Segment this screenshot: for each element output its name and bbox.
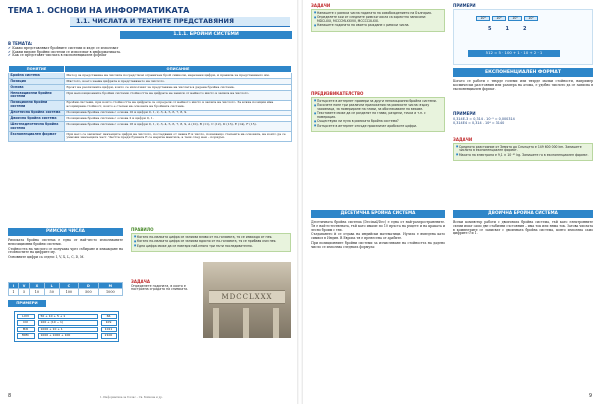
definition-term: Десетична бройна система (9, 110, 65, 116)
roman-symbol: L (44, 283, 59, 289)
roman-symbol: D (79, 283, 99, 289)
decimal-text-3: При позиционните бройни системи за изчисляване на стойността на дадено число се използва следната формула: (311, 241, 445, 249)
examples-title-left: ПРИМЕРИ (8, 300, 46, 307)
task-item: ■ Напишете годината на своето раждане с римски числа. (314, 24, 442, 28)
column-1 (213, 308, 219, 338)
footer-note: 1. Информатика за 8 клас – Св. Бойкова и др. (100, 395, 163, 399)
definition-desc: Позиционна бройна система с основа 2 и цифри 0, 1. (65, 116, 292, 122)
binary-title: ДВОИЧНА БРОЙНА СИСТЕМА (453, 210, 593, 218)
rule-item: ■ Когато по-малката цифра се записва вляво от по-голямата, тя се изважда от нея. (134, 236, 288, 240)
decimal-text (311, 221, 445, 250)
roman-value: 1000 (98, 289, 122, 295)
roman-value: 100 (59, 289, 79, 295)
tasks2-box (453, 138, 593, 161)
roman-value: 500 (79, 289, 99, 295)
photo-inscription: MDCCLXXX (209, 290, 285, 304)
place-value-label: 10² (492, 16, 506, 22)
definition-desc: Бройни системи, при които стойността на цифрата се определя от нейното място в записа на числото. За всяка позиция има асоциирана стойност, която е степен на основата на бройната система. (65, 100, 292, 110)
task2-item: ■ Масата на електрона е 9,1 × 10⁻³¹ kg. Запишете го в експоненциален формат. (456, 154, 590, 158)
roman-value: 10 (30, 289, 45, 295)
roman-example-value: 2100 (101, 333, 117, 339)
rule-list (134, 236, 288, 249)
roman-symbol: I (9, 283, 19, 289)
exp-examples (453, 117, 593, 125)
roman-example-value: 1011 (101, 327, 117, 333)
page-number-right: 9 (588, 393, 592, 400)
topic-item: ✔ Как се представят числата в експоненциален формат (8, 54, 128, 58)
place-value-diagram (453, 9, 593, 65)
definition-term: Непозиционни бройни системи (9, 91, 65, 101)
roman-value: 5 (19, 289, 30, 295)
tasks-list (314, 12, 442, 28)
roman-text-3: Основните цифри са седем: I, V, X, L, C, D, M. (8, 255, 85, 260)
topic-item: ✔ Какви видове бройни системи се използват в информатиката. (8, 51, 128, 55)
definition-term: Основа (9, 85, 65, 91)
challenge-item: ■ Посочете поне три различни приложения на римските числа: върху часовници, за номериране на глави, за обозначаване на векове. (314, 104, 442, 111)
table-header-desc: ОПИСАНИЕ (65, 66, 292, 73)
chapter-title: ТЕМА 1. ОСНОВИ НА ИНФОРМАТИКАТА (8, 6, 190, 15)
topic-heading: В ТЕМАТА: (8, 41, 33, 46)
place-value-digit: 5 (488, 25, 492, 32)
roman-symbol: C (59, 283, 79, 289)
challenge-list-box (311, 97, 445, 132)
examples-title-right: ПРИМЕРИ (453, 3, 476, 8)
challenge-box (311, 92, 445, 132)
column-2 (243, 308, 249, 338)
subsection-title: 1.1.1. БРОЙНИ СИСТЕМИ (120, 31, 292, 39)
challenge-item: ■ Потърсете в интернет откъде произлизат арабските цифри. (314, 125, 442, 129)
place-value-label: 10¹ (508, 16, 522, 22)
roman-example-value: 66 (101, 314, 117, 320)
roman-example-row (17, 320, 117, 326)
definition-term: Позиционни бройни системи (9, 100, 65, 110)
tasks2-title: ЗАДАЧИ (453, 137, 473, 142)
place-value-digit: 2 (522, 25, 527, 32)
decimal-text-2: Създаването ѝ се отдава на индийски математици. Нулата е въведена като символ в Индия. В Европа тя е пренесена от арабите. (311, 232, 445, 241)
rule-item: ■ Една цифра може да се повтаря най-много три пъти последователно. (134, 245, 288, 249)
definition-desc: При него се записват значещите цифри на числото, последвани от знака Е и число, показващо степента на основата, на която да се умножи значещата част. Частта преди буквата Е се нарича мантиса, а тази след нея – порядък. (65, 132, 292, 141)
definition-row (9, 100, 292, 110)
roman-example-numeral: LXVI (17, 314, 35, 320)
roman-example-value: 109 (101, 320, 117, 326)
definition-term: Позиция (9, 79, 65, 85)
binary-text: Всеки компютър работи с двоичната бройна система, тъй като електронните схеми имат само две стабилни състояния – има ток или няма ток. Затова числата в компютрите се записват с двоичната бройна система, която използва само цифрите 0 и 1. (453, 220, 593, 236)
challenge-item: ■ Потърсете в интернет примери за други непозиционни бройни системи. (314, 100, 442, 104)
exp-text: Когато се работи с твърде големи или твърде малки стойности, например космически разстояния или размера на атома, е удобно числото да се записва в експоненциален формат. (453, 79, 593, 91)
tasks2-list-box (453, 143, 593, 162)
place-value-digit: 1 (505, 25, 509, 32)
roman-example-row (17, 314, 117, 320)
place-value-digits (488, 27, 526, 33)
place-value-label: 10⁰ (524, 16, 538, 22)
place-value-equation: 512 = 5 · 100 + 1 · 10 + 2 · 1 (468, 50, 560, 57)
roman-examples (14, 311, 119, 342)
roman-example-numeral: CIX (17, 320, 35, 326)
roman-symbol: V (19, 283, 30, 289)
definitions-table-wrap (8, 65, 292, 142)
decimal-title: ДЕСЕТИЧНА БРОЙНА СИСТЕМА (311, 210, 445, 218)
roman-text (8, 239, 123, 260)
definition-desc: Метод за представяне на числата посредством ограничен брой символи, наречени цифри, и правила за представянето им. (65, 73, 292, 79)
definition-row (9, 91, 292, 101)
tasks-list-box (311, 9, 445, 32)
task-item: ■ Напишете с римски числа годината на освобождението на България. (314, 12, 442, 16)
place-value-labels (476, 16, 538, 22)
roman-table-wrap (8, 282, 123, 296)
left-page (0, 0, 297, 404)
roman-symbol: M (98, 283, 122, 289)
task-text: Определете годината, в която е построена сградата на снимката. (131, 283, 189, 292)
challenge-item: ■ Текстовете може да се разделят на глави, раздели, точки и т.н. с номерация. (314, 112, 442, 119)
task2-item: ■ Средното разстояние от Земята до Слънцето е 149 600 000 km. Запишете числото в експоненциален формат. (456, 146, 590, 153)
definition-desc: При непозиционните бройни системи стойността на цифрата не зависи от нейното място в записа на числото. (65, 91, 292, 101)
challenge-title: ПРЕДИЗВИКАТЕЛСТВО (311, 91, 364, 96)
challenge-item: ■ Съществува ли нула в римската бройна система? (314, 120, 442, 124)
definition-row (9, 122, 292, 132)
definition-term: Двоична бройна система (9, 116, 65, 122)
roman-value-row (9, 289, 123, 295)
place-value-label: 10³ (476, 16, 490, 22)
definition-term: Бройна система (9, 73, 65, 79)
roman-title: РИМСКИ ЧИСЛА (8, 228, 123, 236)
tasks-box (311, 4, 445, 32)
section-title: 1.1. ЧИСЛАТА И ТЕХНИТЕ ПРЕДСТАВЯНИЯ (70, 17, 290, 27)
definition-desc: Позиционна бройна система с основа 10 и цифри 0, 1, 2, 3, 4, 5, 6, 7, 8, 9. (65, 110, 292, 116)
roman-example-calc: 100 + (10 − 1) (38, 320, 98, 326)
topic-item: ✔ Какво представляват бройните системи и къде се използват (8, 47, 128, 51)
exp-example: 0,314E-3 = 0,314 . 10⁻³ = 0,000314 (453, 116, 515, 121)
examples-box (453, 4, 593, 65)
definition-desc: Броят на различните цифри, които се използват за представяне на числата в дадена бройна система. (65, 85, 292, 91)
roman-example-numeral: MXI (17, 327, 35, 333)
definition-term: Шестнадесетична бройна система (9, 122, 65, 132)
roman-example-calc: 1000 + 1000 + 100 (38, 333, 98, 339)
roman-table (8, 282, 123, 296)
building-photo (203, 262, 291, 338)
roman-text-1: Римската бройна система е една от най-често използваните непозиционни бройни системи. (8, 238, 123, 246)
exp-example: 0,314E4 = 0,314 . 10⁴ = 3140 (453, 120, 505, 125)
tasks-title: ЗАДАЧИ (311, 3, 331, 8)
roman-example-numeral: MMC (17, 333, 35, 339)
challenge-list (314, 100, 442, 129)
task-box (131, 280, 199, 292)
roman-value: 1 (9, 289, 19, 295)
tasks2-list (456, 146, 590, 158)
right-page (303, 0, 600, 404)
table-header-term: ПОНЯТИЕ (9, 66, 65, 73)
column-3 (273, 308, 279, 338)
roman-text-2: Стойността на числото се получава чрез събиране и изваждане на стойностите на цифрите му. (8, 246, 123, 255)
exp-title: ЕКСПОНЕНЦИАЛЕН ФОРМАТ (453, 68, 593, 77)
rule-box (131, 228, 291, 252)
definition-desc: Мястото, което заема цифрата в представянето на числото. (65, 79, 292, 85)
roman-example-row (17, 327, 117, 333)
roman-example-calc: 1000 + 10 + 1 (38, 327, 98, 333)
roman-example-row (17, 333, 117, 339)
topic-box (8, 42, 128, 58)
task-item: ■ Определете кои от следните римски числа са коректно записани: MDCLXIX, MCCCMLXXVIII, MCCCCXLXIX. (314, 16, 442, 23)
rule-item: ■ Когато по-малката цифра се записва вдясно от по-голямата, тя се прибавя към нея. (134, 240, 288, 244)
definitions-table (8, 65, 292, 142)
roman-example-calc: 50 + 10 + 5 + 1 (38, 314, 98, 320)
definition-row (9, 132, 292, 141)
definition-term: Експоненциален формат (9, 132, 65, 141)
exp-examples-title: ПРИМЕРИ (453, 111, 476, 116)
definition-desc: Позиционна бройна система с основа 16 и цифри 0, 1, 2, 3, 4, 5, 6, 7, 8, 9, A (10), B (11), C (12), D (13), E (14), F (15). (65, 122, 292, 132)
roman-value: 50 (44, 289, 59, 295)
roman-symbol: X (30, 283, 45, 289)
rule-title: ПРАВИЛО (131, 227, 154, 232)
exp-examples-box (453, 112, 593, 125)
rule-list-box (131, 233, 291, 252)
topic-list (8, 47, 128, 59)
page-number-left: 8 (8, 393, 12, 400)
decimal-text-1: Десетичната бройна система (Decimal/Dec) е една от най-разпространените. Тя е най-естествената, тъй като имаме по 10 пръста на ръцете и на краката и лесно броим с тях. (311, 220, 445, 232)
task-title: ЗАДАЧА (131, 279, 150, 284)
